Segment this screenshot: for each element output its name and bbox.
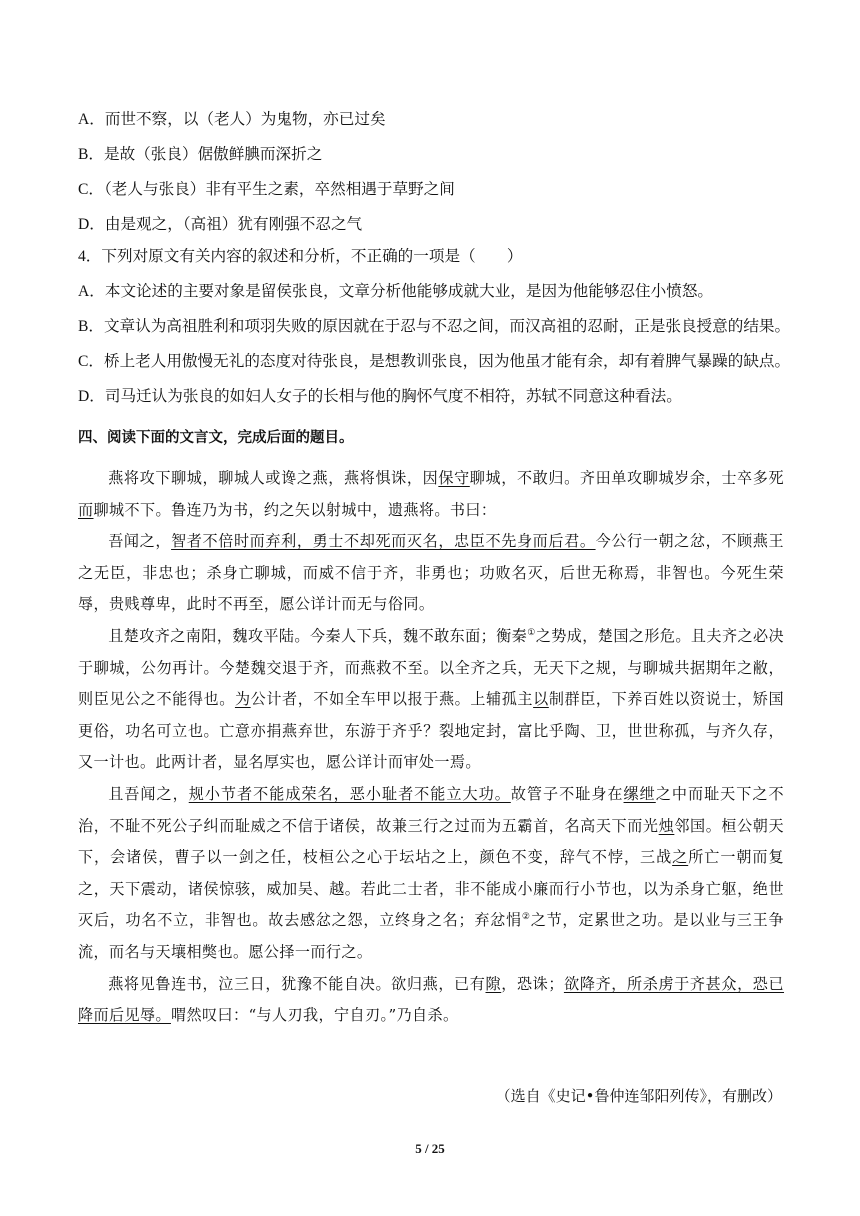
footnote-marker-2: ② (521, 912, 531, 923)
q4-option-d: D．司马迁认为张良的如妇人女子的长相与他的胸怀气度不相符，苏轼不同意这种看法。 (78, 388, 682, 405)
source-citation: （选自《史记•鲁仲连邹阳列传》，有删改） (495, 1087, 782, 1105)
q3-option-b: B．是故（张良）倨傲鲜腆而深折之 (78, 146, 323, 163)
underlined-word: 之 (672, 848, 689, 867)
underlined-sentence: 智者不倍时而弃利，勇士不却死而灭名，忠臣不先身而后君。 (171, 532, 596, 551)
passage-paragraph-1: 燕将攻下聊城，聊城人或谗之燕，燕将惧诛，因保守聊城，不敢归。齐田单攻聊城岁余，士卒多死而聊城不下。鲁连乃为书，约之矢以射城中，遗燕将。书曰： (78, 469, 784, 519)
q4-option-b: B．文章认为高祖胜利和项羽失败的原因就在于忍与不忍之间，而汉高祖的忍耐，正是张良授意的结果。 (78, 318, 791, 335)
section-title: 四、阅读下面的文言文，完成后面的题目。 (78, 430, 354, 446)
q3-option-d: D．由是观之，（高祖）犹有刚强不忍之气 (78, 216, 363, 233)
q4-option-c: C．桥上老人用傲慢无礼的态度对待张良，是想教训张良，因为他虽才能有余，却有着脾气暴躁的缺点。 (78, 353, 791, 370)
underlined-phrase: 保守 (438, 469, 470, 487)
passage-paragraph-4: 且吾闻之，规小节者不能成荣名，恶小耻者不能立大功。故管子不耻身在缧绁之中而耻天下之不治，不耻不死公子纠而耻威之不信于诸侯，故兼三行之过而为五霸首，名高天下而光烛邻国。桓公朝天下，会诸侯，曹子以一剑之任，枝桓公之心于坛坫之上，颜色不变，辞气不悖，三战之所亡一朝而复之，天下震动，诸侯惊骇，威加吴、越。若此二士者，非不能成小廉而行小节也，以为杀身亡躯，绝世灭后，功名不立，非智也。故去感忿之怨，立终身之名；弃忿悁②之节，定累世之功。是以业与三王争流，而名与天壤相獘也。愿公择一而行之。 (78, 784, 785, 961)
passage-paragraph-2: 吾闻之，智者不倍时而弃利，勇士不却死而灭名，忠臣不先身而后君。今公行一朝之忿，不顾燕王之无臣，非忠也；杀身亡聊城，而威不信于齐，非勇也；功败名灭，后世无称焉，非智也。今死生荣辱，贵贱尊卑，此时不再至，愿公详计而无与俗同。 (78, 532, 784, 614)
underlined-word: 隙 (485, 974, 502, 993)
q4-option-a: A．本文论述的主要对象是留侯张良，文章分析他能够成就大业，是因为他能够忍住小愤怒。 (78, 283, 714, 300)
underlined-word: 为 (234, 690, 251, 709)
passage-paragraph-5: 燕将见鲁连书，泣三日，犹豫不能自决。欲归燕，已有隙，恐诛；欲降齐，所杀虏于齐甚众，恐已降而后见辱。喟然叹曰：“与人刃我，宁自刃。”乃自杀。 (78, 974, 785, 1025)
question-4-stem: 4．下列对原文有关内容的叙述和分析，不正确的一项是（ ） (78, 248, 523, 265)
underlined-word: 而 (78, 500, 94, 519)
underlined-word: 烛 (658, 816, 675, 835)
underlined-sentence: 欲降齐，所杀虏于齐甚众，恐已降而后见辱。 (78, 974, 785, 1025)
underlined-word: 缧绁 (623, 784, 656, 803)
underlined-sentence: 规小节者不能成荣名，恶小耻者不能立大功。 (188, 784, 511, 803)
underlined-word: 以 (533, 690, 549, 709)
classical-passage (78, 463, 784, 1032)
q3-option-a: A．而世不察，以（老人）为鬼物，亦已过矣 (78, 111, 386, 128)
footnote-marker-1: ① (527, 627, 536, 638)
q3-option-c: C．（老人与张良）非有平生之素，卒然相遇于草野之间 (78, 181, 455, 198)
passage-paragraph-3: 且楚攻齐之南阳，魏攻平陆。今秦人下兵，魏不敢东面；衡秦①之势成，楚国之形危。且夫齐之必决于聊城，公勿再计。今楚魏交退于齐，而燕救不至。以全齐之兵，无天下之规，与聊城共据期年之敝，则臣见公之不能得也。为公计者，不如全车甲以报于燕。上辅孤主以制群臣，下养百姓以资说士，矫国更俗，功名可立也。亡意亦捐燕弃世，东游于齐乎？裂地定封，富比乎陶、卫，世世称孤，与齐久存，又一计也。此两计者，显名厚实也，愿公详计而审处一焉。 (78, 626, 785, 772)
page-number: 5 / 25 (415, 1141, 445, 1156)
